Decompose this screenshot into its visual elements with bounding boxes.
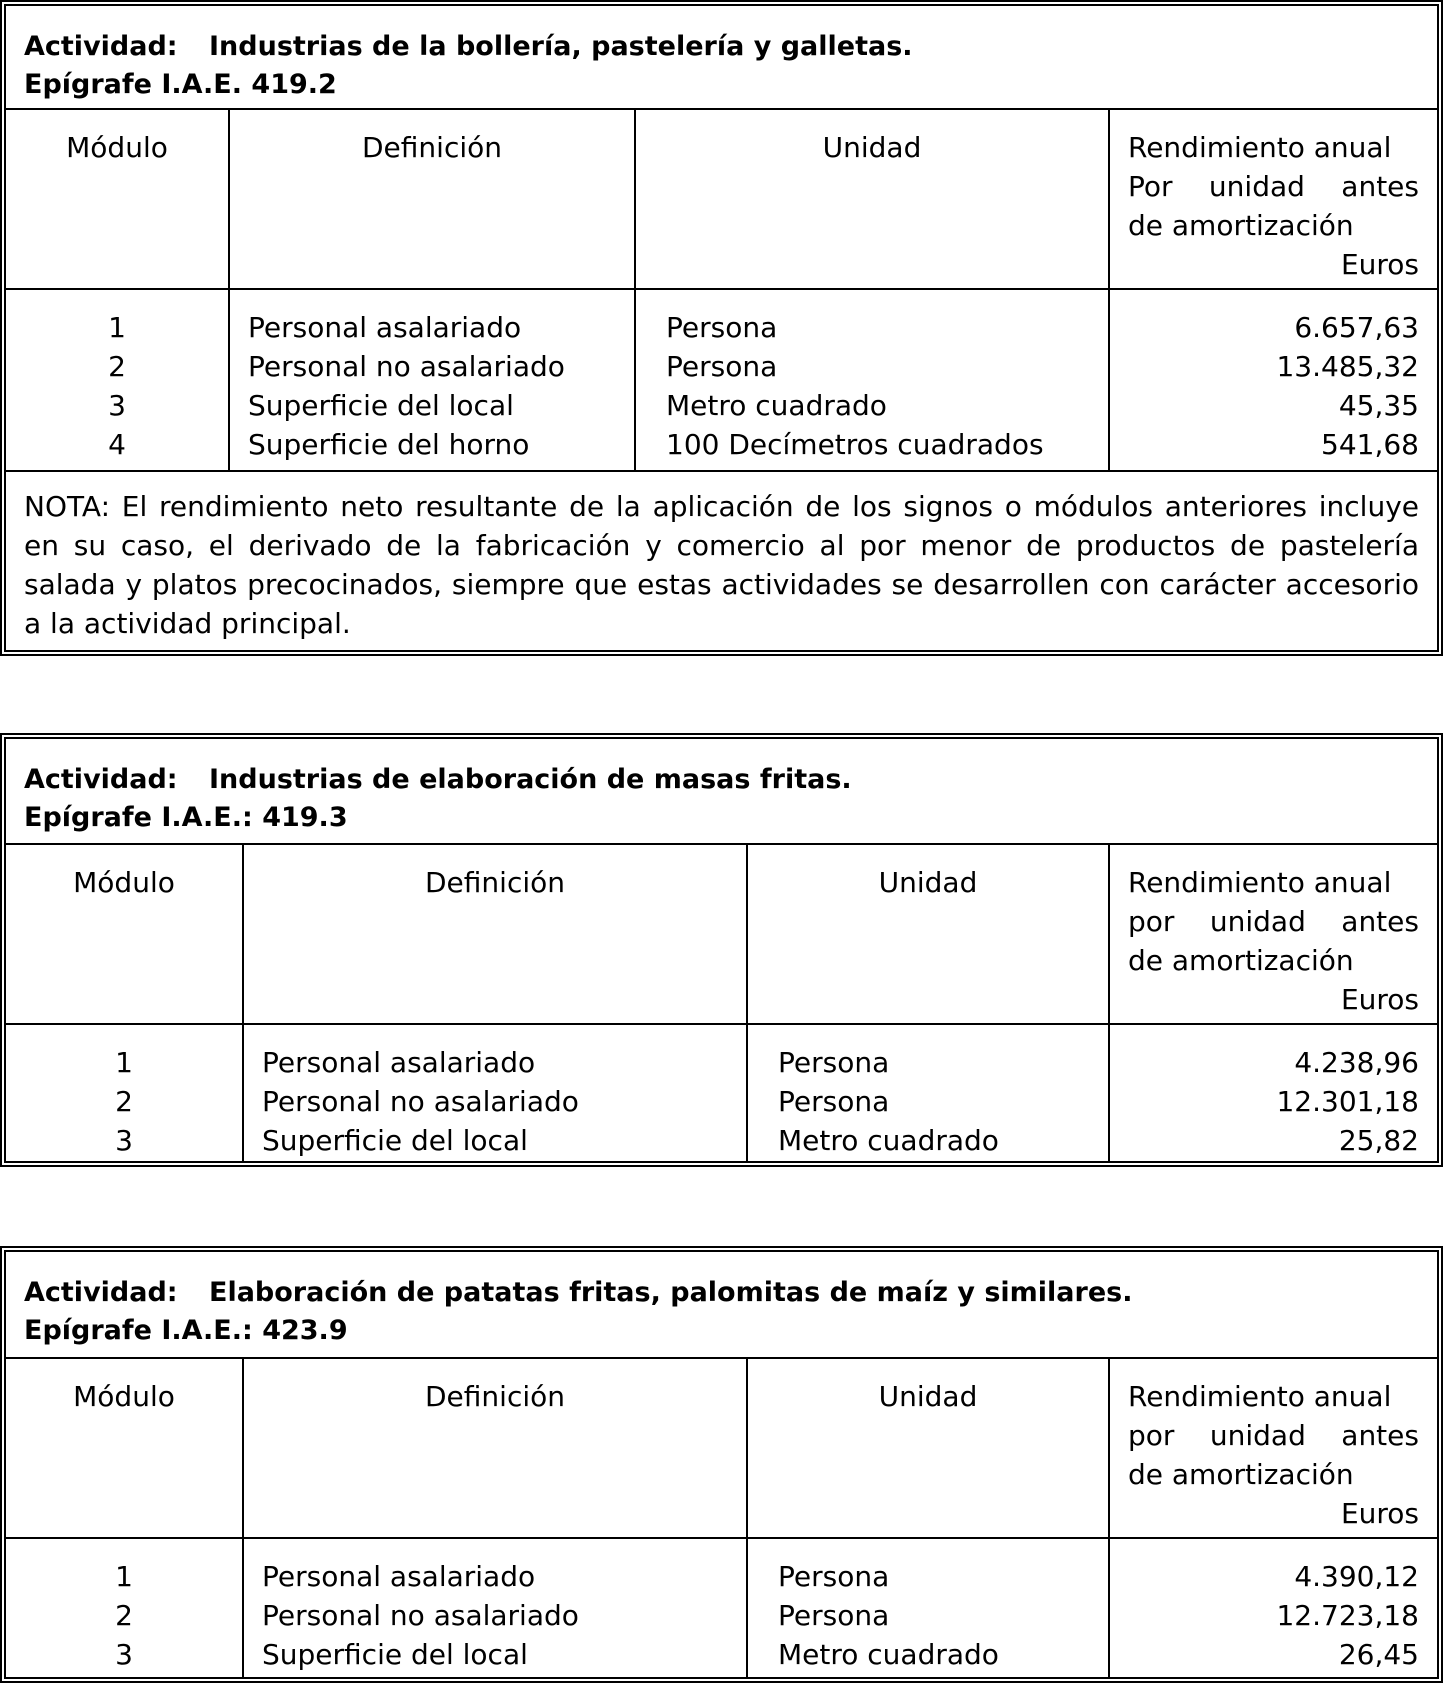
definicion-cell: Personal asalariado [262, 1560, 536, 1593]
unidad-cell: Metro cuadrado [666, 389, 887, 422]
rend-word: por [1128, 905, 1175, 938]
modulo-cell: 1 [115, 1046, 133, 1079]
rendimiento-cell: 4.390,12 [1294, 1560, 1419, 1593]
module-table-423-9 [0, 1246, 1443, 1683]
unidad-column [748, 1539, 1110, 1677]
rend-line-4: Euros [1340, 983, 1419, 1016]
rend-word: Por [1128, 170, 1173, 203]
header-row [6, 110, 1437, 290]
header-unidad: Unidad [748, 845, 1110, 1023]
rendimiento-cell: 12.723,18 [1276, 1599, 1419, 1632]
body-rows [6, 290, 1437, 470]
rend-line-1: Rendimiento anual [1128, 866, 1392, 899]
rend-word: antes [1341, 170, 1419, 203]
definicion-column [244, 1539, 748, 1677]
unidad-cell: Persona [778, 1560, 890, 1593]
rendimiento-cell: 25,82 [1338, 1124, 1419, 1157]
definicion-cell: Superficie del local [262, 1124, 528, 1157]
modulo-column [6, 1025, 244, 1161]
rendimiento-cell: 541,68 [1321, 428, 1419, 461]
rendimiento-cell: 12.301,18 [1276, 1085, 1419, 1118]
rendimiento-cell: 45,35 [1338, 389, 1419, 422]
rend-line-3: de amortización [1128, 1458, 1354, 1491]
activity-line [24, 1274, 1437, 1312]
rendimiento-cell: 13.485,32 [1276, 350, 1419, 383]
definicion-cell: Personal no asalariado [248, 350, 565, 383]
module-table-419-3 [0, 733, 1443, 1167]
rend-line-2 [1128, 167, 1419, 206]
unidad-column [636, 290, 1110, 470]
definicion-column [244, 1025, 748, 1161]
rend-line-3: de amortización [1128, 944, 1354, 977]
body-rows [6, 1025, 1437, 1161]
unidad-column [748, 1025, 1110, 1161]
header-definicion: Definición [244, 1359, 748, 1537]
header-definicion: Definición [230, 110, 636, 288]
definicion-cell: Personal no asalariado [262, 1599, 579, 1632]
modulo-cell: 3 [115, 1638, 133, 1671]
rend-line-1: Rendimiento anual [1128, 131, 1392, 164]
activity-label: Actividad: [24, 764, 178, 795]
unidad-cell: Persona [778, 1046, 890, 1079]
epigrafe: Epígrafe I.A.E.: 423.9 [24, 1315, 348, 1346]
definicion-cell: Superficie del local [262, 1638, 528, 1671]
modulo-cell: 2 [115, 1085, 133, 1118]
activity-line [24, 28, 1437, 66]
definicion-cell: Personal no asalariado [262, 1085, 579, 1118]
definicion-cell: Superficie del local [248, 389, 514, 422]
rend-word: por [1128, 1419, 1175, 1452]
header-unidad: Unidad [636, 110, 1110, 288]
module-table-419-2 [0, 0, 1443, 656]
rend-word: antes [1341, 1419, 1419, 1452]
rend-line-2 [1128, 1416, 1419, 1455]
definicion-cell: Personal asalariado [248, 311, 522, 344]
unidad-cell: Persona [778, 1599, 890, 1632]
header-rendimiento [1110, 845, 1437, 1023]
body-rows [6, 1539, 1437, 1677]
rend-word: antes [1341, 905, 1419, 938]
modulo-cell: 1 [115, 1560, 133, 1593]
modulo-cell: 3 [115, 1124, 133, 1157]
definicion-cell: Personal asalariado [262, 1046, 536, 1079]
header-definicion: Definición [244, 845, 748, 1023]
modulo-column [6, 290, 230, 470]
modulo-cell: 2 [108, 350, 126, 383]
rend-line-3: de amortización [1128, 209, 1354, 242]
rendimiento-cell: 4.238,96 [1294, 1046, 1419, 1079]
modulo-cell: 3 [108, 389, 126, 422]
rend-word: unidad [1209, 905, 1306, 938]
epigrafe: Epígrafe I.A.E. 419.2 [24, 69, 337, 100]
unidad-cell: Metro cuadrado [778, 1124, 999, 1157]
modulo-column [6, 1539, 244, 1677]
activity-name: Industrias de la bollería, pastelería y galletas. [209, 31, 913, 62]
definicion-column [230, 290, 636, 470]
unidad-cell: Persona [778, 1085, 890, 1118]
unidad-cell: Persona [666, 350, 778, 383]
rend-line-4: Euros [1340, 1497, 1419, 1530]
table-title [6, 739, 1437, 845]
rend-line-2 [1128, 902, 1419, 941]
definicion-cell: Superficie del horno [248, 428, 530, 461]
unidad-cell: 100 Decímetros cuadrados [666, 428, 1044, 461]
modulo-cell: 4 [108, 428, 126, 461]
activity-name: Industrias de elaboración de masas fritas. [209, 764, 852, 795]
rendimiento-cell: 26,45 [1338, 1638, 1419, 1671]
activity-label: Actividad: [24, 1277, 178, 1308]
rendimiento-column [1110, 1025, 1437, 1161]
rendimiento-cell: 6.657,63 [1294, 311, 1419, 344]
header-modulo: Módulo [6, 845, 244, 1023]
rend-line-1: Rendimiento anual [1128, 1380, 1392, 1413]
rend-line-4: Euros [1340, 248, 1419, 281]
nota: NOTA: El rendimiento neto resultante de la aplicación de los signos o módulos anteriores incluye en su caso, el derivado de la fabricación y comercio al por menor de productos de pastelería salada y platos precocinados, siempre que estas actividades se desarrollen con carácter accesorio a la actividad principal. [6, 470, 1437, 643]
activity-line [24, 761, 1437, 799]
table-title [6, 1252, 1437, 1359]
header-row [6, 1359, 1437, 1539]
rend-word: unidad [1208, 170, 1305, 203]
activity-name: Elaboración de patatas fritas, palomitas de maíz y similares. [209, 1277, 1133, 1308]
header-modulo: Módulo [6, 110, 230, 288]
header-modulo: Módulo [6, 1359, 244, 1537]
header-unidad: Unidad [748, 1359, 1110, 1537]
rend-word: unidad [1209, 1419, 1306, 1452]
header-row [6, 845, 1437, 1025]
epigrafe: Epígrafe I.A.E.: 419.3 [24, 802, 348, 833]
header-rendimiento [1110, 1359, 1437, 1537]
unidad-cell: Metro cuadrado [778, 1638, 999, 1671]
rendimiento-column [1110, 290, 1437, 470]
header-rendimiento [1110, 110, 1437, 288]
rendimiento-column [1110, 1539, 1437, 1677]
unidad-cell: Persona [666, 311, 778, 344]
table-title [6, 6, 1437, 110]
modulo-cell: 1 [108, 311, 126, 344]
activity-label: Actividad: [24, 31, 178, 62]
modulo-cell: 2 [115, 1599, 133, 1632]
